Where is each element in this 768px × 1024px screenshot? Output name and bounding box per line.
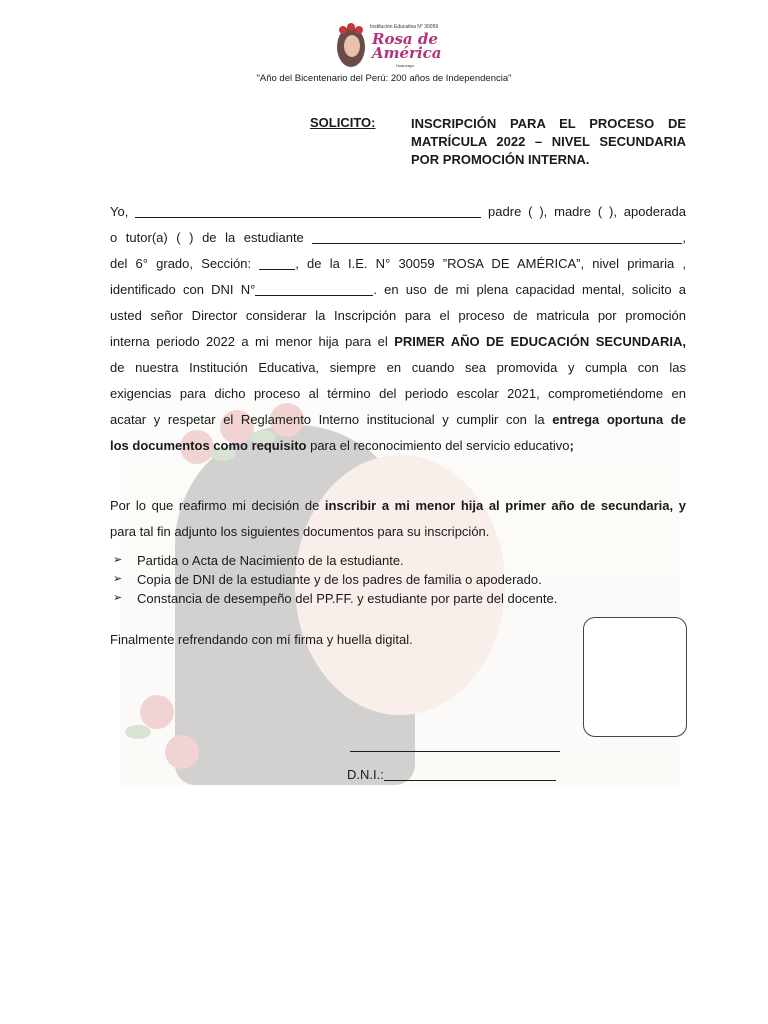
- body-emphasis: entrega oportuna de: [552, 412, 686, 427]
- body-text: identificado con DNI N°: [110, 282, 256, 297]
- body-line: de nuestra Institución Educativa, siempre en cuando sea promovida y cumpla con las: [110, 360, 686, 375]
- signature-dni: [347, 767, 556, 782]
- arrow-bullet-icon: ➢: [113, 573, 123, 585]
- body-emphasis: inscribir a mi menor hija al primer año de secundaria, y: [324, 498, 686, 513]
- solicito-label: SOLICITO:: [310, 115, 376, 130]
- fingerprint-box[interactable]: [583, 617, 687, 737]
- subject-line-1: INSCRIPCIÓN PARA EL PROCESO DE: [411, 116, 686, 131]
- body-text: Por lo que reafirmo mi decisión de: [110, 498, 320, 513]
- body-text: interna periodo 2022 a mi menor hija para el: [110, 334, 388, 349]
- body-line: [110, 407, 686, 433]
- solicito-subject: [411, 115, 686, 169]
- body-line: [110, 433, 686, 459]
- dni-number-field[interactable]: [255, 282, 373, 296]
- list-item-label: Copia de DNI de la estudiante y de los padres de familia o apoderado.: [137, 572, 542, 587]
- body-text: Yo,: [110, 204, 129, 219]
- body-line: [110, 251, 686, 277]
- body-line: [110, 199, 686, 225]
- logo-school-name: Rosa de América: [372, 30, 442, 62]
- reaffirm-paragraph: [110, 493, 686, 545]
- arrow-bullet-icon: ➢: [113, 554, 123, 566]
- student-name-field[interactable]: [312, 230, 682, 244]
- body-emphasis: PRIMER AÑO DE EDUCACIÓN SECUNDARIA,: [394, 334, 686, 349]
- closing-sentence: Finalmente refrendando con mí firma y huella digital.: [110, 632, 413, 647]
- body-text: para el reconocimiento del servicio educativo: [310, 438, 570, 453]
- year-motto: "Año del Bicentenario del Perú: 200 años de Independencia": [256, 73, 512, 84]
- body-text: acatar y respetar el Reglamento Interno institucional y cumplir con la: [110, 412, 545, 427]
- subject-line-2: MATRÍCULA 2022 – NIVEL SECUNDARIA: [411, 134, 686, 149]
- signature-line[interactable]: [350, 751, 560, 752]
- body-text: . en uso de mi plena capacidad mental, solicito a: [373, 282, 686, 297]
- body-line: [110, 277, 686, 303]
- request-paragraph: [110, 199, 686, 459]
- logo-place: Huancayo: [396, 63, 415, 68]
- body-text: , de la I.E. N° 30059 ”ROSA DE AMÉRICA”, nivel primaria ,: [295, 256, 686, 271]
- list-item: [113, 589, 557, 608]
- arrow-bullet-icon: ➢: [113, 592, 123, 604]
- body-text: del 6° grado, Sección:: [110, 256, 252, 271]
- documents-list: [113, 551, 557, 608]
- body-emphasis: ;: [569, 438, 574, 453]
- body-line: usted señor Director considerar la Inscripción para el proceso de matricula por promoción: [110, 308, 686, 323]
- dni-label: D.N.I.:: [347, 767, 384, 782]
- body-line: [110, 329, 686, 355]
- body-emphasis: los documentos como requisito: [110, 438, 307, 453]
- body-text: o tutor(a) ( ) de la estudiante: [110, 230, 304, 245]
- body-line: [110, 493, 686, 519]
- body-line: para tal fin adjunto los siguientes documentos para su inscripción.: [110, 524, 490, 539]
- body-line: [110, 225, 686, 251]
- body-text: ,: [682, 230, 686, 245]
- list-item-label: Constancia de desempeño del PP.FF. y estudiante por parte del docente.: [137, 591, 558, 606]
- section-field[interactable]: [259, 256, 295, 270]
- school-logo: [334, 20, 444, 72]
- logo-school-number: Institución Educativa N° 30059: [370, 24, 439, 30]
- parent-name-field[interactable]: [135, 204, 481, 218]
- list-item: [113, 570, 557, 589]
- subject-line-3: POR PROMOCIÓN INTERNA.: [411, 152, 590, 167]
- body-text: padre ( ), madre ( ), apoderada: [488, 204, 686, 219]
- list-item-label: Partida o Acta de Nacimiento de la estudiante.: [137, 553, 404, 568]
- signature-dni-field[interactable]: [384, 767, 556, 781]
- list-item: [113, 551, 557, 570]
- body-line: exigencias para dicho proceso al término del periodo escolar 2021, comprometiéndome en: [110, 386, 686, 401]
